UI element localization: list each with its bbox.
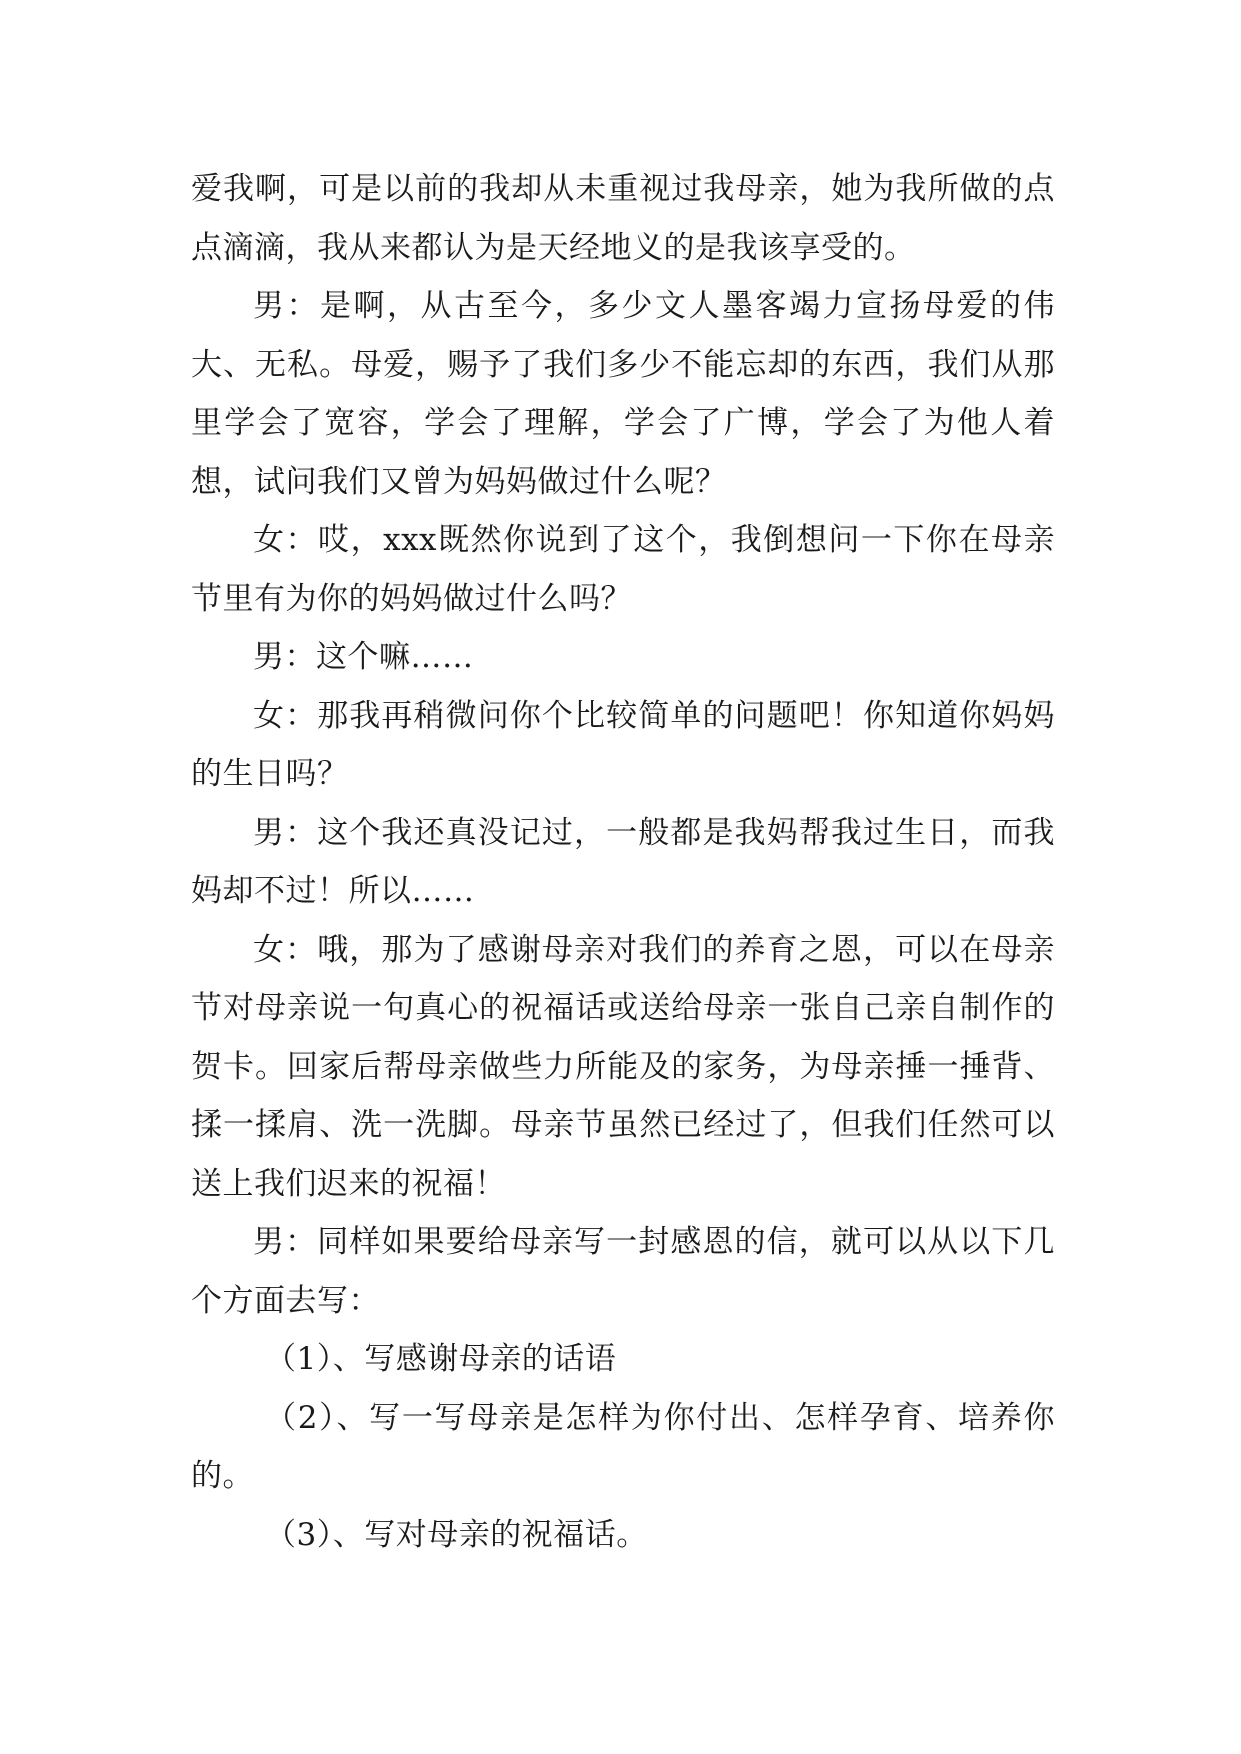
paragraph-female-1: 女：哎，xxx既然你说到了这个，我倒想问一下你在母亲节里有为你的妈妈做过什么吗？ (191, 522, 1055, 617)
list-item-1: （1）、写感谢母亲的话语 (265, 1341, 617, 1377)
paragraph-male-2: 男：这个嘛…… (253, 639, 474, 675)
paragraph-male-3: 男：这个我还真没记过，一般都是我妈帮我过生日，而我妈却不过！所以…… (191, 814, 1055, 909)
list-item-3: （3）、写对母亲的祝福话。 (265, 1516, 648, 1553)
paragraph-female-3: 女：哦，那为了感谢母亲对我们的养育之恩，可以在母亲节对母亲说一句真心的祝福话或送给母亲一张自己亲自制作的贺卡。回家后帮母亲做些力所能及的家务，为母亲捶一捶背、揉一揉肩、洗一洗脚。母亲节虽然已经过了，但我们任然可以送上我们迟来的祝福！ (191, 931, 1055, 1202)
paragraph-female-2: 女：那我再稍微问你个比较简单的问题吧！你知道你妈妈的生日吗？ (191, 697, 1055, 792)
paragraph-male-1: 男：是啊，从古至今，多少文人墨客竭力宣扬母爱的伟大、无私。母爱，赐予了我们多少不能忘却的东西，我们从那里学会了宽容，学会了理解，学会了广博，学会了为他人着想，试问我们又曾为妈妈做过什么呢？ (191, 288, 1055, 500)
paragraph-male-4: 男：同样如果要给母亲写一封感恩的信，就可以从以下几个方面去写： (191, 1224, 1055, 1319)
list-item-2: （2）、写一写母亲是怎样为你付出、怎样孕育、培养你的。 (191, 1399, 1055, 1494)
document-body (191, 160, 1055, 1564)
paragraph-continued: 爱我啊，可是以前的我却从未重视过我母亲，她为我所做的点点滴滴，我从来都认为是天经地义的是我该享受的。 (191, 171, 1055, 266)
